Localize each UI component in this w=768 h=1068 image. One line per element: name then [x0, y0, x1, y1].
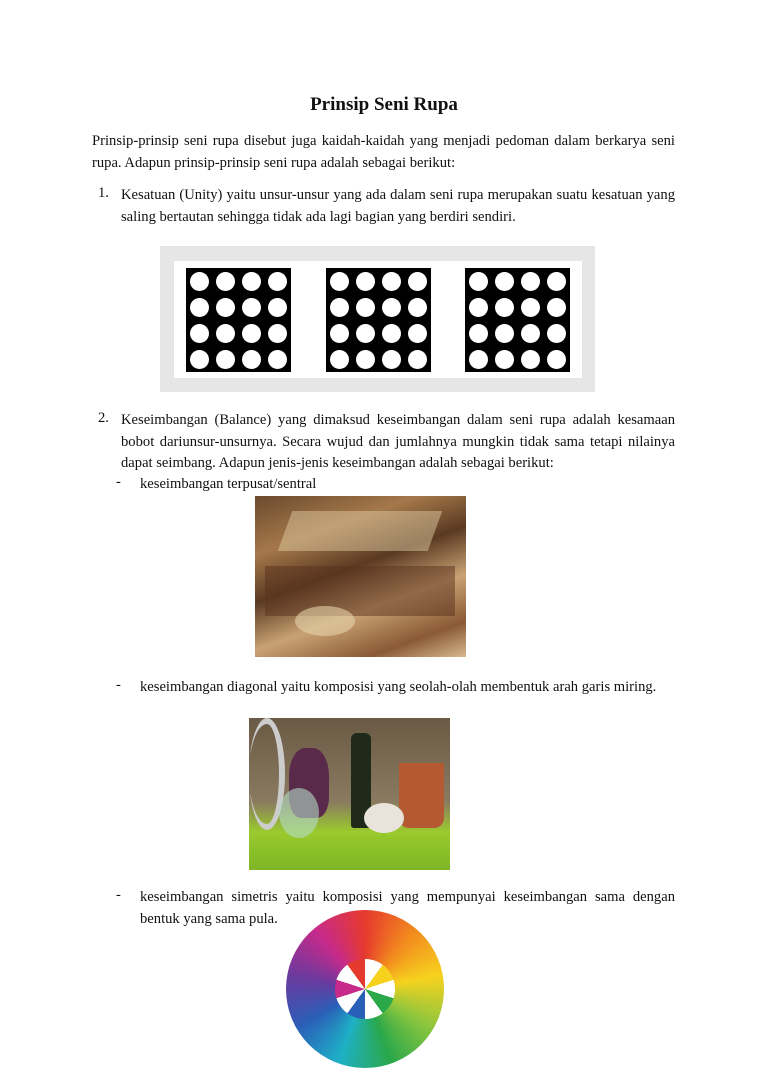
- white-dot: [242, 298, 261, 317]
- white-dot: [268, 324, 287, 343]
- bullet: -: [116, 474, 121, 490]
- white-dot: [495, 324, 514, 343]
- white-dot: [547, 298, 566, 317]
- white-dot: [190, 350, 209, 369]
- white-dot: [268, 272, 287, 291]
- white-dot: [408, 272, 427, 291]
- white-dot: [469, 298, 488, 317]
- white-dot: [408, 324, 427, 343]
- white-dot: [268, 350, 287, 369]
- white-dot: [216, 272, 235, 291]
- white-dot: [330, 272, 349, 291]
- white-dot: [242, 272, 261, 291]
- white-dot: [216, 298, 235, 317]
- white-dot: [242, 350, 261, 369]
- item-text-balance: Keseimbangan (Balance) yang dimaksud keseimbangan dalam seni rupa adalah kesamaan bobot dariunsur-unsurnya. Secara wujud dan jumlahnya mungkin tidak sama tetapi nilainya dapat seimbang. Adapun jenis-jenis keseimbangan adalah sebagai berikut:: [121, 412, 675, 471]
- white-dot: [190, 324, 209, 343]
- white-dot: [469, 272, 488, 291]
- white-dot: [382, 350, 401, 369]
- subitem-symmetric: keseimbangan simetris yaitu komposisi yang mempunyai keseimbangan sama dengan bentuk yang sama pula.: [140, 889, 675, 927]
- white-dot: [190, 298, 209, 317]
- white-dot: [547, 272, 566, 291]
- white-dot: [330, 298, 349, 317]
- white-dot: [190, 272, 209, 291]
- white-dot: [356, 350, 375, 369]
- item-number: 2.: [98, 410, 109, 426]
- white-dot: [521, 350, 540, 369]
- white-dot: [356, 272, 375, 291]
- white-dot: [382, 324, 401, 343]
- white-dot: [469, 324, 488, 343]
- white-dot: [330, 324, 349, 343]
- intro-paragraph: Prinsip-prinsip seni rupa disebut juga kaidah-kaidah yang menjadi pedoman dalam berkarya seni rupa. Adapun prinsip-prinsip seni rupa adalah sebagai berikut:: [92, 133, 675, 171]
- white-dot: [547, 324, 566, 343]
- white-dot: [495, 298, 514, 317]
- white-dot: [356, 298, 375, 317]
- white-dot: [242, 324, 261, 343]
- white-dot: [547, 350, 566, 369]
- white-dot: [408, 298, 427, 317]
- white-dot: [268, 298, 287, 317]
- white-dot: [521, 324, 540, 343]
- white-dot: [521, 272, 540, 291]
- white-dot: [521, 298, 540, 317]
- dot-grid: [326, 268, 431, 372]
- dot-grid: [186, 268, 291, 372]
- market-painting-image: [255, 496, 466, 657]
- bullet: -: [116, 887, 121, 903]
- white-dot: [356, 324, 375, 343]
- item-number: 1.: [98, 185, 109, 201]
- subitem-central: keseimbangan terpusat/sentral: [140, 476, 317, 492]
- page-title: Prinsip Seni Rupa: [310, 94, 458, 115]
- white-dot: [216, 350, 235, 369]
- white-dot: [382, 298, 401, 317]
- still-life-painting-image: [249, 718, 450, 870]
- white-dot: [495, 272, 514, 291]
- white-dot: [495, 350, 514, 369]
- white-dot: [216, 324, 235, 343]
- dot-grid: [465, 268, 570, 372]
- item-text-unity: Kesatuan (Unity) yaitu unsur-unsur yang ada dalam seni rupa merupakan suatu kesatuan yang saling bertautan sehingga tidak ada lagi bagian yang berdiri sendiri.: [121, 187, 675, 225]
- subitem-diagonal: keseimbangan diagonal yaitu komposisi yang seolah-olah membentuk arah garis miring.: [140, 679, 657, 695]
- unity-figure: [160, 246, 595, 392]
- symmetric-mandala-image: [286, 910, 444, 1068]
- white-dot: [408, 350, 427, 369]
- bullet: -: [116, 677, 121, 693]
- white-dot: [469, 350, 488, 369]
- white-dot: [382, 272, 401, 291]
- white-dot: [330, 350, 349, 369]
